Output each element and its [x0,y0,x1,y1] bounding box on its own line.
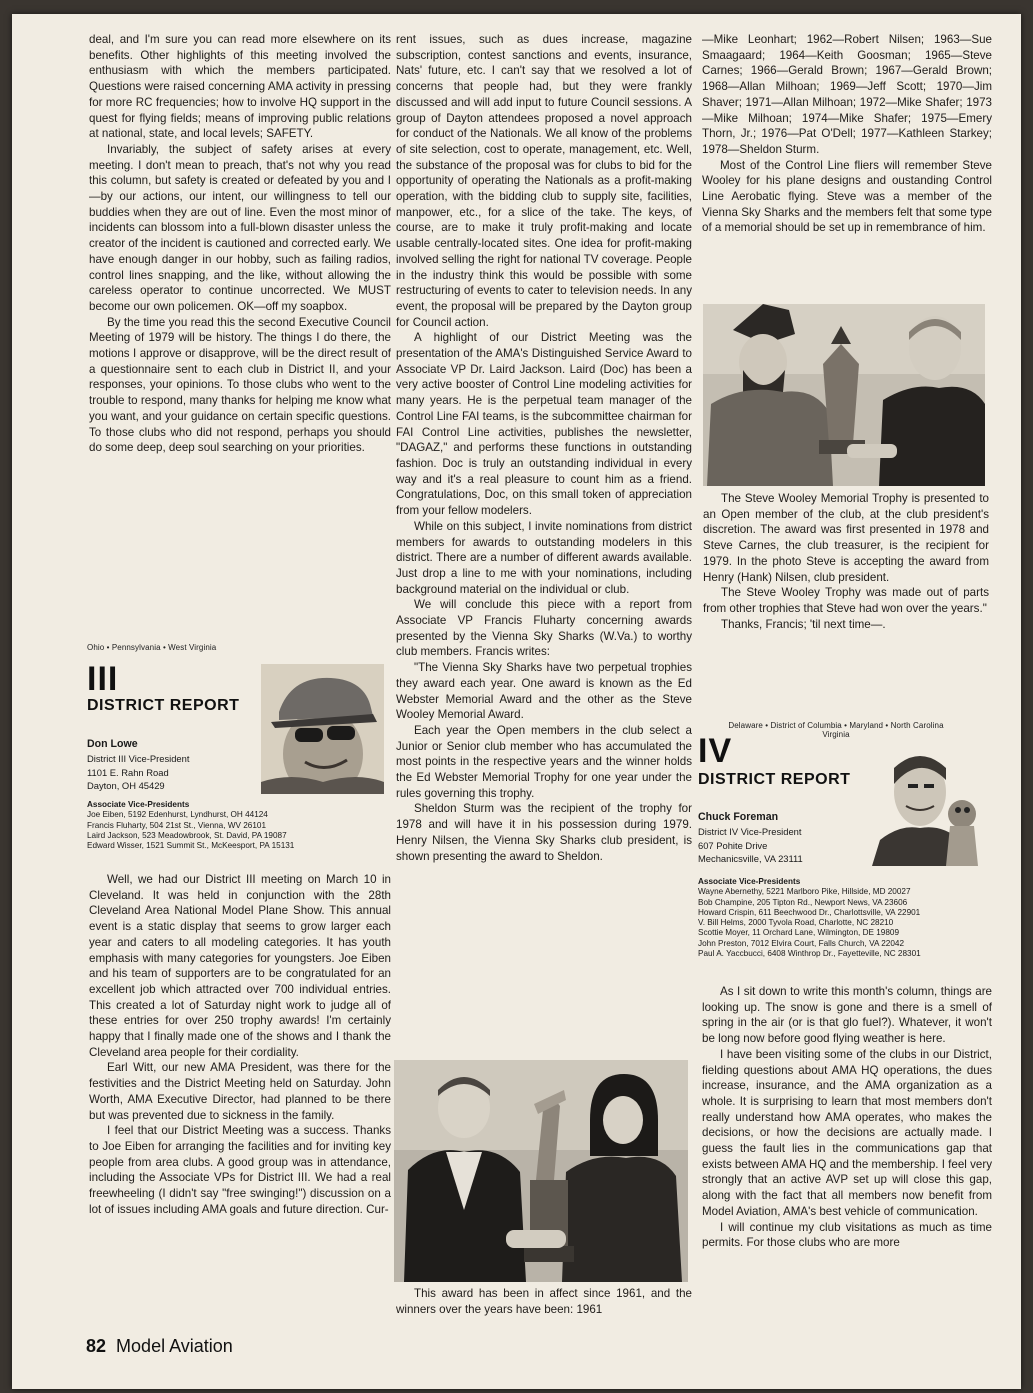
magazine-page [12,14,1021,1389]
portrait-drawing [872,744,986,866]
district-4-title: DISTRICT REPORT [698,771,851,788]
page-number: 82 [86,1336,107,1356]
paragraph: While on this subject, I invite nominations from district members for awards to outstanding modelers in this district. There are a number of different awards available. Just drop a line to me with your nominations, including background material on the individual or club. [396,519,692,596]
paragraph: Each year the Open members in the club select a Junior or Senior club member who has accumulated the most points in the respective years and the winner holds the Ed Webster Memorial Trophy for one year under the rules governing this trophy. [396,723,692,800]
caption-text: The Steve Wooley Trophy was made out of parts from other trophies that Steve had won over the years." [703,586,989,615]
district-4-vp [698,811,878,866]
assoc-entry: John Preston, 7012 Elvira Court, Falls Church, VA 22042 [698,938,905,948]
webster-trophy-photo [394,1060,688,1282]
paragraph: Invariably, the subject of safety arises at every meeting. I don't mean to preach, that's not why you read this column, but safety is created or defeated by you and I—by our actions, our intent, our willingness to tell our buddies when they are out of line. Even the most minor of incidents can blossom into a full-blown disaster unless the creator of the incident is cautioned and corrected early. We have enough danger in our hobby, such as failing radios, control lines snapping, and the like, without allowing the careless operator to continue uncorrected. We MUST become our own policemen. OK—off my soapbox. [89,142,391,313]
district-3-states: Ohio • Pennsylvania • West Virginia [87,643,217,652]
paragraph: Earl Witt, our new AMA President, was there for the festivities and the District Meeting held on Saturday. John Worth, AMA Executive Director, had planned to be there but was prevented due to sickness in the family. [89,1061,391,1122]
assoc-entry: Paul A. Yaccbucci, 6408 Winthrop Dr., Fayetteville, NC 28301 [698,949,921,959]
vp-address-line2: Dayton, OH 45429 [87,780,165,792]
photo-drawing [703,304,985,486]
assoc-entry: Edward Wisser, 1521 Summit St., McKeesport, PA 15131 [87,841,295,851]
assoc-entry: Howard Crispin, 611 Beechwood Dr., Charlottsville, VA 22901 [698,907,921,917]
district-4-states [698,721,974,739]
wooley-trophy-photo [703,304,985,486]
paragraph: A highlight of our District Meeting was the presentation of the AMA's Distinguished Service Award to Associate VP Dr. Laird Jackson. Laird (Doc) has been a very active booster of Control Line modeling activities for many years. He is the perpetual team manager of the Control Line FAI teams, is the subcommittee chairman for FAI Control Line activities, publishes the newsletter, "DAGAZ," and performs these functions in outstanding fashion. Doc is truly an outstanding individual in every way and it's a real pleasure to count him as a friend. Congratulations, Doc, on this small token of appreciation from your fellow modelers. [396,331,692,518]
caption-text: Thanks, Francis; 'til next time—. [721,617,886,631]
paragraph: I feel that our District Meeting was a success. Thanks to Joe Eiben for arranging the facilities and for inviting key people from area clubs. A good group was in attendance, including the Associate VPs for District III. We had a real freewheeling (I didn't say "free swinging!") discussion on a lot of issues including AMA goals and future direction. Cur- [89,1124,391,1216]
assoc-heading: Associate Vice-Presidents [698,877,801,886]
paragraph: Well, we had our District III meeting on March 10 in Cleveland. It was held in conjunction with the 28th Cleveland Area National Model Plane Show. This annual event is a static display that seems to grow larger each year and caters to all modeling categories. It has youth emphasis with many categories for youngsters. Joe Eiben and his team of supporters are to be congratulated for an excellent job which attracted over 700 individual entries. This created a lot of Saturday night work to judge all of these entries for over 250 trophy awards! I'm certainly happy that I finally made one of the shows and I thank the Cleveland area people for their cordiality. [89,873,391,1059]
vp-role: District III Vice-President [87,752,190,764]
assoc-entry: Wayne Abernethy, 5221 Marlboro Pike, Hillside, MD 20027 [698,887,911,897]
caption-text: This award has been in affect since 1961, and the winners over the years have been: 1961 [396,1287,692,1316]
assoc-entry: Bob Champine, 205 Tipton Rd., Newport News, VA 23606 [698,897,908,907]
paragraph: "The Vienna Sky Sharks have two perpetual trophies they award each year. One award is known as the Ed Webster Memorial Award and the other as the Steve Wooley Memorial Award. [396,661,692,722]
vp-name: Don Lowe [87,738,138,750]
paragraph: By the time you read this the second Executive Council Meeting of 1979 will be history. The things I do there, the motions I approve or disapprove, will be the direct result of a questionnaire sent to each club in District II, and your responses, your opinions. To those clubs who went to the trouble to respond, many thanks for helping me know what you want, and your guidance on certain specific questions. To those clubs who did not respond, perhaps you should do some deep, deep soul searching on your priorities. [89,315,391,455]
publication-name: Model Aviation [116,1336,233,1356]
wooley-photo-caption [703,491,989,632]
paragraph: As I sit down to write this month's column, things are looking up. The snow is gone and there is a smell of spring in the air (or is that glo fuel?). Whatever, it won't be long now before good flying weather is here. [702,985,992,1046]
column-3-top [702,32,992,236]
district-3-associates [87,800,387,851]
paragraph: —Mike Leonhart; 1962—Robert Nilsen; 1963—Sue Smaagaard; 1964—Keith Goosman; 1965—Steve Carnes; 1966—Gerald Brown; 1967—Gerald Brown; 1968—Allan Milhoan; 1969—Jeff Scott; 1970—Jim Shaver; 1971—Allan Milhoan; 1972—Mike Shafer; 1973—Mike Milhoan; 1974—Mike Shafer; 1975—Emery Thorn, Jr.; 1976—Pat O'Dell; 1977—Kathleen Starkey; 1978—Sheldon Sturm. [702,33,992,156]
paragraph: rent issues, such as dues increase, magazine subscription, contest sanctions and events, insurance, Nats' future, etc. I can't say that we resolved a lot of concerns that people had, but they were frankly discussed and will add input to future Council sessions. A group of Dayton attendees proposed a novel approach for conduct of the Nationals. We all know of the problems of site selection, cost to operate, management, etc. Well, the substance of the proposal was for clubs to bid for the opportunity of operating the Nationals as a profit-making operation, with the bidding club to supply site, facilities, manpower, etc., for a slice of the take. The keys, of course, are to make it truly profit-making and locate usable centrally-located sites. One idea for profit-making involved selling the right for national TV coverage. People in the industry think this would be possible with some restructuring of events to cater to television needs. In any event, the proposal will be prepared by the Dayton group for Council action. [396,33,692,329]
paragraph: I will continue my club visitations as much as time permits. For those clubs who are more [702,1220,992,1250]
assoc-entry: Joe Eiben, 5192 Edenhurst, Lyndhurst, OH 44124 [87,810,268,820]
column-2 [396,32,692,864]
district-3-vp [87,738,287,793]
assoc-heading: Associate Vice-Presidents [87,800,190,809]
webster-photo-caption [396,1286,692,1317]
vp-name: Chuck Foreman [698,811,779,823]
vp-address-line1: 1101 E. Rahn Road [87,766,169,778]
states-line: Delaware • District of Columbia • Maryland • North Carolina [728,721,944,730]
district-3-number: III [87,660,119,698]
paragraph: I have been visiting some of the clubs in our District, fielding questions about AMA HQ operations, the dues increase, insurance, and the AMA organization as a whole. It is surprising to learn that most members don't really understand how AMA operates, who makes the decisions, or how the decisions are actually made. I guess the fault lies in the communications gap that exists between AMA HQ and the membership. I feel very strongly that an active AVP set up will close this gap, along with the fact that all members now benefit from Model Aviation, AMA's best vehicle of communication. [702,1047,992,1218]
vp-address-line2: Mechanicsville, VA 23111 [698,853,803,865]
chuck-foreman-portrait [872,744,986,866]
paragraph: deal, and I'm sure you can read more elsewhere on its benefits. Other highlights of this meeting involved the enthusiasm with which the members participated. Questions were raised concerning AMA activity in pressing for more RC frequencies; how to involve HQ support in the quest for flying fields; means of improving public relations at national, state, and local levels; SAFETY. [89,33,391,141]
district-4-associates [698,877,988,959]
column-1-top [89,32,391,456]
photo-drawing [394,1060,688,1282]
states-line: Virginia [822,730,850,739]
assoc-entry: V. Bill Helms, 2000 Tyvola Road, Charlotte, NC 28210 [698,918,894,928]
caption-text: The Steve Wooley Memorial Trophy is presented to an Open member of the club, at the club president's discretion. The award was first presented in 1978 and Steve Carnes, the club treasurer, is the recipient for 1979. In the photo Steve is accepting the award from Henry (Hank) Nilsen, club president. [703,492,989,584]
assoc-entry: Scottie Moyer, 11 Orchard Lane, Wilmington, DE 19809 [698,928,899,938]
vp-address-line1: 607 Pohite Drive [698,839,768,851]
column-1-bottom [89,872,391,1217]
column-3-bottom [702,984,992,1251]
paragraph: Most of the Control Line fliers will remember Steve Wooley for his plane designs and oustanding Control Line Aerobatic flying. Steve was a member of the Vienna Sky Sharks and the members felt that some type of a memorial should be set up in remembrance of him. [702,158,992,235]
page-footer [86,1336,233,1357]
portrait-drawing [261,664,384,794]
district-4-number: IV [698,732,733,770]
assoc-entry: Laird Jackson, 523 Meadowbrook, St. David, PA 19087 [87,830,287,840]
district-3-title: DISTRICT REPORT [87,697,240,714]
don-lowe-portrait [261,664,384,794]
paragraph: We will conclude this piece with a report from Associate VP Francis Fluharty concerning awards presented by the Vienna Sky Sharks (W.Va.) to worthy club members. Francis writes: [396,598,692,659]
vp-role: District IV Vice-President [698,825,802,837]
paragraph: Sheldon Sturm was the recipient of the trophy for 1978 and will have it in his possession during 1979. Henry Nilsen, the Vienna Sky Sharks club president, is shown presenting the award to Sheldon. [396,802,692,863]
assoc-entry: Francis Fluharty, 504 21st St., Vienna, WV 26101 [87,820,267,830]
